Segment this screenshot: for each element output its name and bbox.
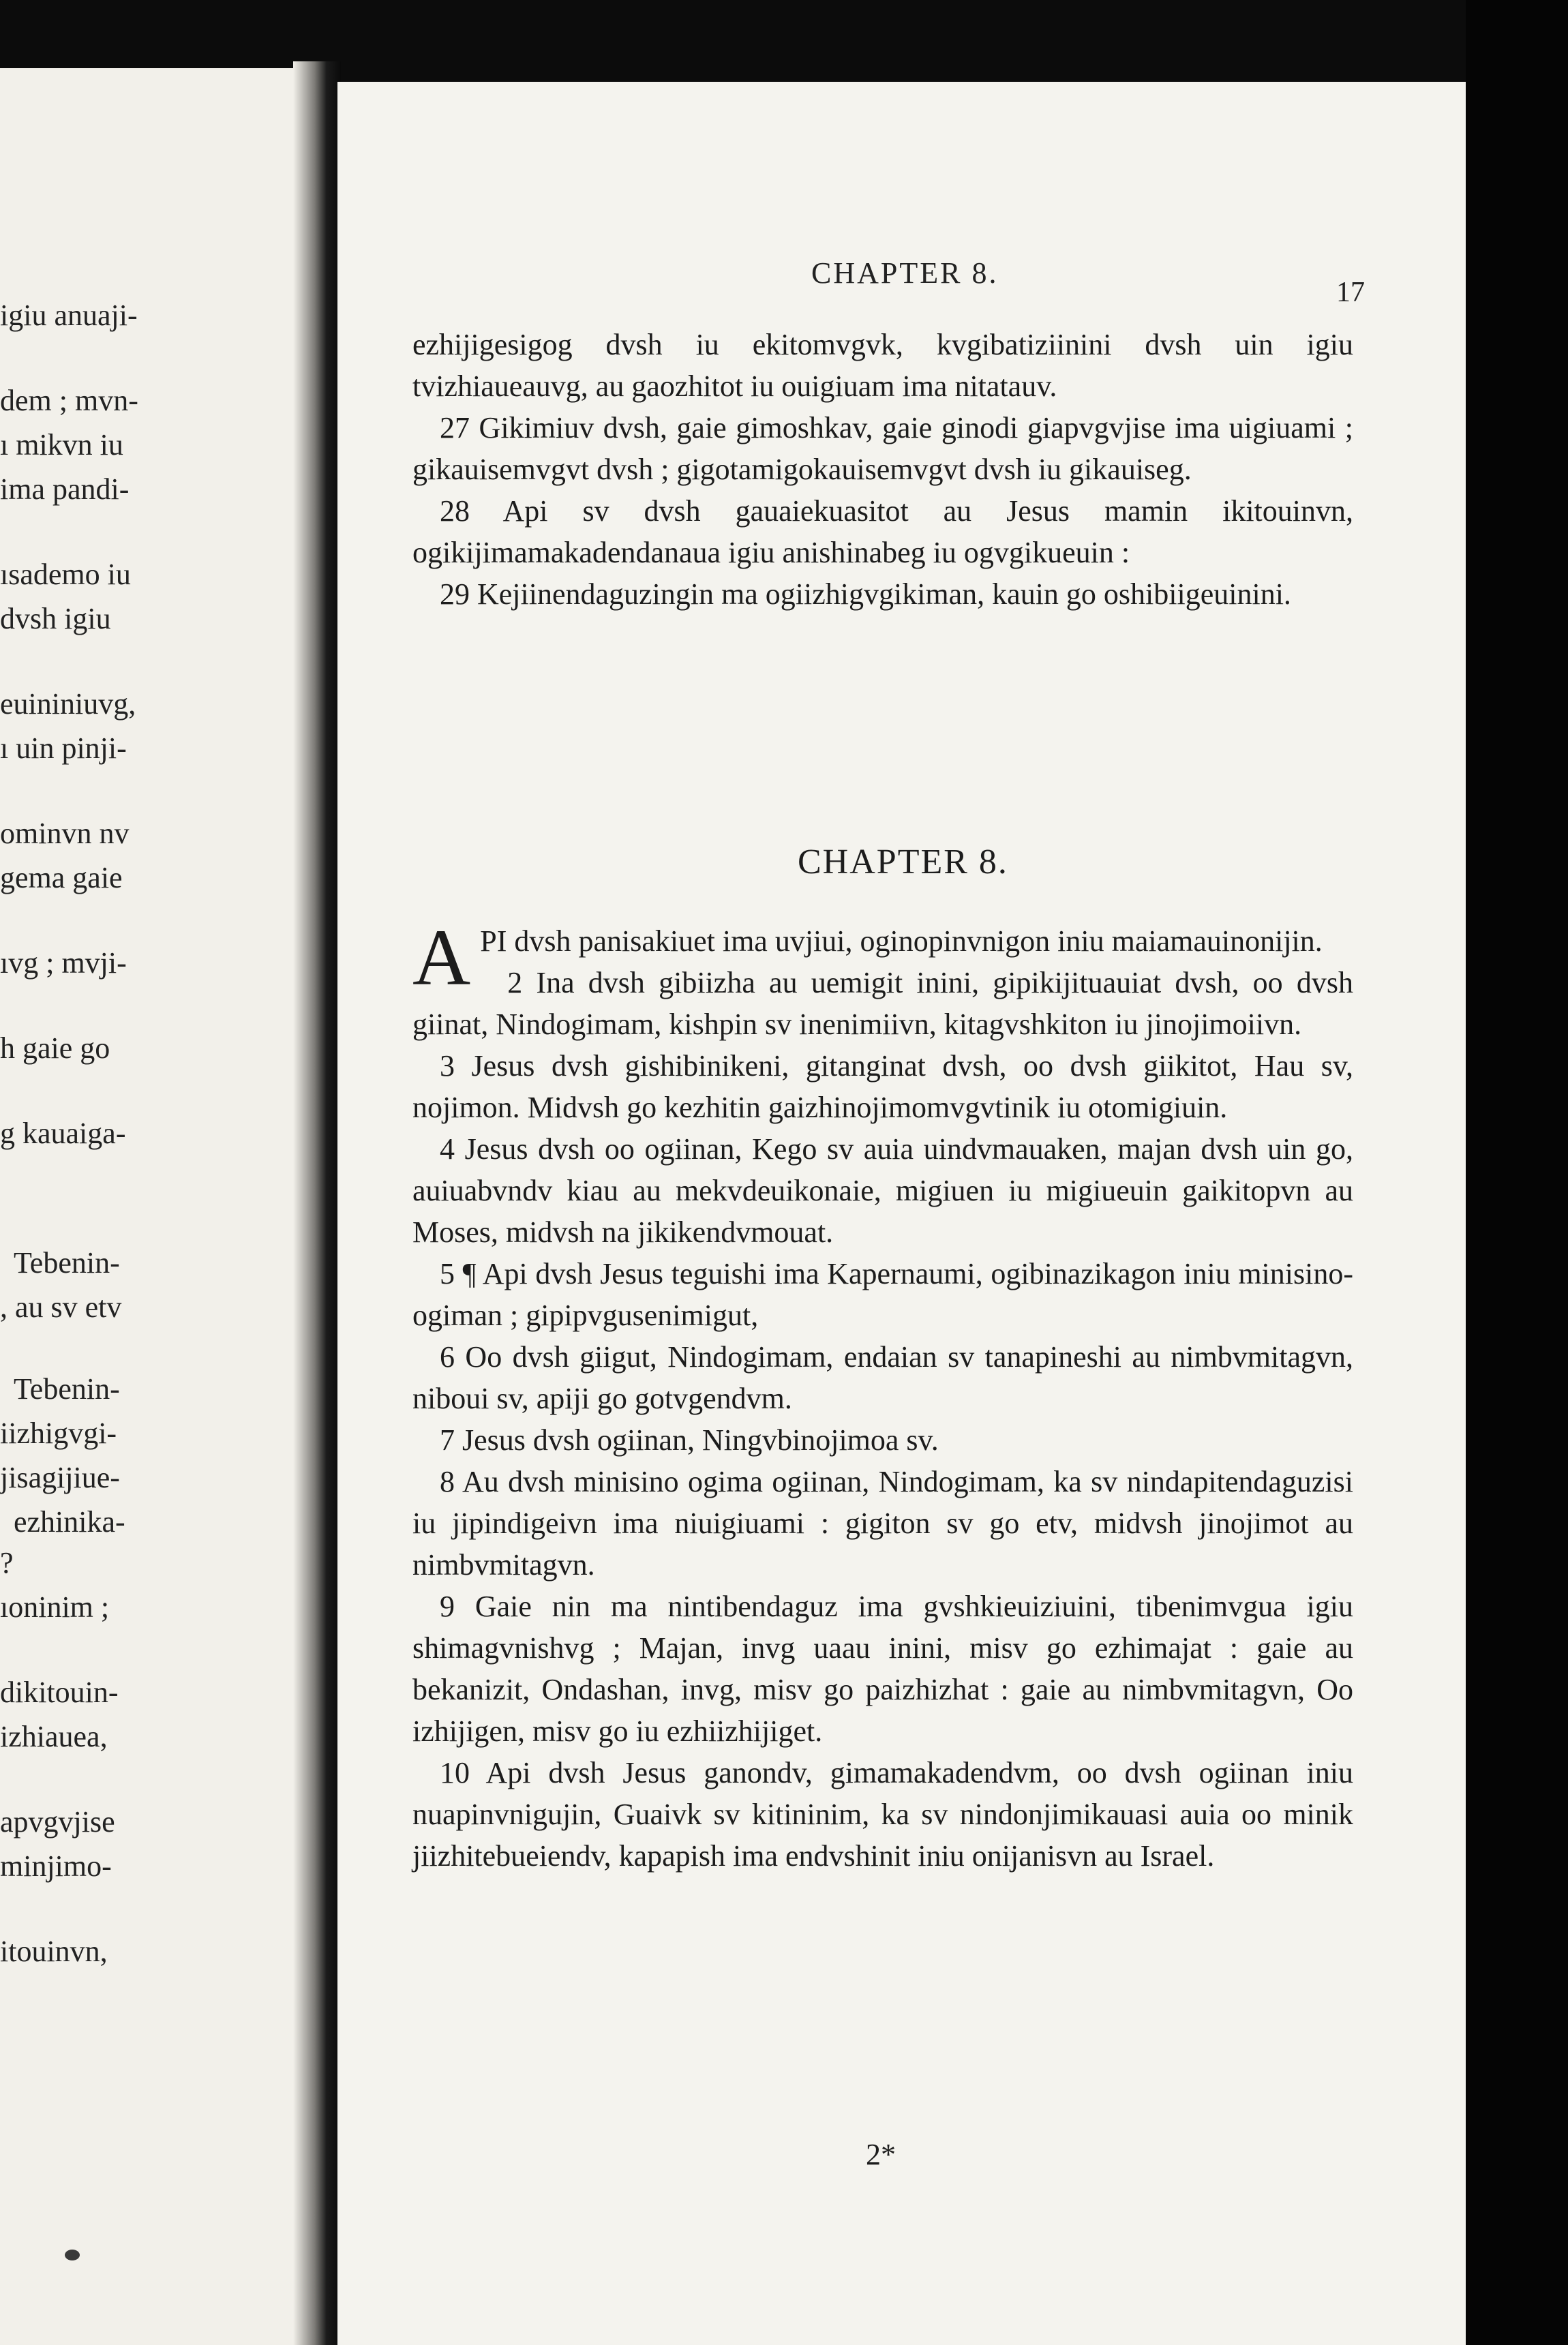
left-page-line: ı mikvn iu: [0, 428, 123, 462]
left-page-line: apvgvjise: [0, 1805, 115, 1839]
verse-paragraph: 7 Jesus dvsh ogiinan, Ningvbinojimoa sv.: [440, 1423, 939, 1457]
book-gutter: [293, 61, 341, 2345]
left-page-line: Tebenin-: [14, 1246, 120, 1280]
drop-cap: A: [412, 913, 471, 1002]
verse-paragraph: ezhijigesigog dvsh iu ekitomvgvk, kvgibatiziinini dvsh uin igiu tvizhiaueauvg, au gaozhitot iu ouigiuam ima nitatauv.: [412, 328, 1353, 403]
left-page-line: ıvg ; mvji-: [0, 946, 127, 980]
first-verse-text: PI dvsh panisakiuet ima uvjiui, oginopinvnigon iniu maiamauinonijin.: [480, 924, 1323, 958]
chapter-verses: [412, 913, 1353, 1877]
scanner-background-right: [1466, 0, 1568, 2345]
left-page-line: ominvn nv: [0, 817, 130, 850]
left-page-line: itouinvn,: [0, 1935, 108, 1968]
signature-mark: 2*: [866, 2138, 896, 2171]
chapter-title: CHAPTER 8.: [798, 843, 1008, 881]
preceding-verses: [412, 324, 1353, 615]
left-page-line: dikitouin-: [0, 1676, 119, 1709]
left-page-line: dem ; mvn-: [0, 384, 138, 417]
verse-paragraph: 2 Ina dvsh gibiizha au uemigit inini, gipikijituauiat dvsh, oo dvsh giinat, Nindogimam, kishpin sv inenimiivn, kitagvshkiton iu jinojimoiivn.: [412, 966, 1353, 1041]
verse-paragraph: 10 Api dvsh Jesus ganondv, gimamakadendvm, oo dvsh ogiinan iniu nuapinvnigujin, Guaivk sv kitininim, ka sv nindonjimikauasi auia oo minik jiizhitebueiendv, kapapish ima endvshinit iniu onijanisvn au Israel.: [412, 1756, 1353, 1873]
left-page-line: ima pandi-: [0, 472, 130, 506]
verse-paragraph: 4 Jesus dvsh oo ogiinan, Kego sv auia uindvmauaken, majan dvsh uin go, auiuabvndv kiau au mekvdeuikonaie, migiuen iu migiueuin gaikitopvn au Moses, midvsh na jikikendvmouat.: [412, 1132, 1353, 1249]
left-page: [0, 68, 320, 2345]
left-page-line: , au sv etv: [0, 1290, 122, 1324]
left-page-line: minjimo-: [0, 1849, 112, 1883]
left-page-line: dvsh igiu: [0, 602, 111, 635]
left-page-line: Tebenin-: [14, 1372, 120, 1406]
verse-paragraph: [412, 913, 1353, 1002]
verse-paragraph: 6 Oo dvsh giigut, Nindogimam, endaian sv tanapineshi au nimbvmitagvn, niboui sv, apiji go gotvgendvm.: [412, 1340, 1353, 1415]
left-page-line: ezhinika-: [14, 1505, 125, 1539]
verse-paragraph: 28 Api sv dvsh gauaiekuasitot au Jesus mamin ikitouinvn, ogikijimamakadendanaua igiu anishinabeg iu ogvgikueuin :: [412, 494, 1353, 569]
verse-paragraph: 9 Gaie nin ma nintibendaguz ima gvshkieuiziuini, tibenimvgua igiu shimagvnishvg ; Majan, invg uaau inini, misv go ezhimajat : gaie au bekanizit, Ondashan, invg, misv go paizhizhat : gaie au nimbvmitagvn, Oo izhijigen, misv go iu ezhiizhijiget.: [412, 1590, 1353, 1748]
left-page-line: h gaie go: [0, 1031, 110, 1065]
left-page-line: euininiuvg,: [0, 687, 136, 721]
verse-paragraph: 27 Gikimiuv dvsh, gaie gimoshkav, gaie ginodi giapvgvjise ima uigiuami ; gikauisemvgvt dvsh ; gigotamigokauisemvgvt dvsh iu gikauiseg.: [412, 411, 1353, 486]
left-page-line: iizhigvgi-: [0, 1417, 117, 1450]
left-page-line: gema gaie: [0, 861, 123, 894]
running-head: CHAPTER 8.: [811, 256, 999, 290]
left-page-line: ısademo iu: [0, 558, 131, 591]
left-page-line: g kauaiga-: [0, 1117, 126, 1150]
verse-paragraph: 5 ¶ Api dvsh Jesus teguishi ima Kapernaumi, ogibinazikagon iniu minisino-ogiman ; gipipvgusenimigut,: [412, 1257, 1353, 1332]
left-page-line: izhiauea,: [0, 1720, 108, 1753]
ink-smudge: [65, 2250, 80, 2260]
right-page: [337, 82, 1469, 2345]
verse-paragraph: 8 Au dvsh minisino ogima ogiinan, Nindogimam, ka sv nindapitendaguzisi iu jipindigeivn ima niuigiuami : gigiton sv go etv, midvsh jinojimot au nimbvmitagvn.: [412, 1465, 1353, 1582]
left-page-line: igiu anuaji-: [0, 299, 138, 332]
verse-paragraph: 3 Jesus dvsh gishibinikeni, gitanginat dvsh, oo dvsh giikitot, Hau sv, nojimon. Midvsh go kezhitin gaizhinojimomvgvtinik iu otomigiuin.: [412, 1049, 1353, 1124]
verse-paragraph: 29 Kejiinendaguzingin ma ogiizhigvgikiman, kauin go oshibiigeuinini.: [440, 577, 1291, 611]
left-page-line: ?: [0, 1546, 14, 1579]
left-page-line: ıoninim ;: [0, 1590, 110, 1624]
page-number: 17: [1336, 277, 1365, 308]
left-page-line: ı uin pinji-: [0, 731, 127, 765]
left-page-line: jisagijiue-: [0, 1461, 120, 1494]
